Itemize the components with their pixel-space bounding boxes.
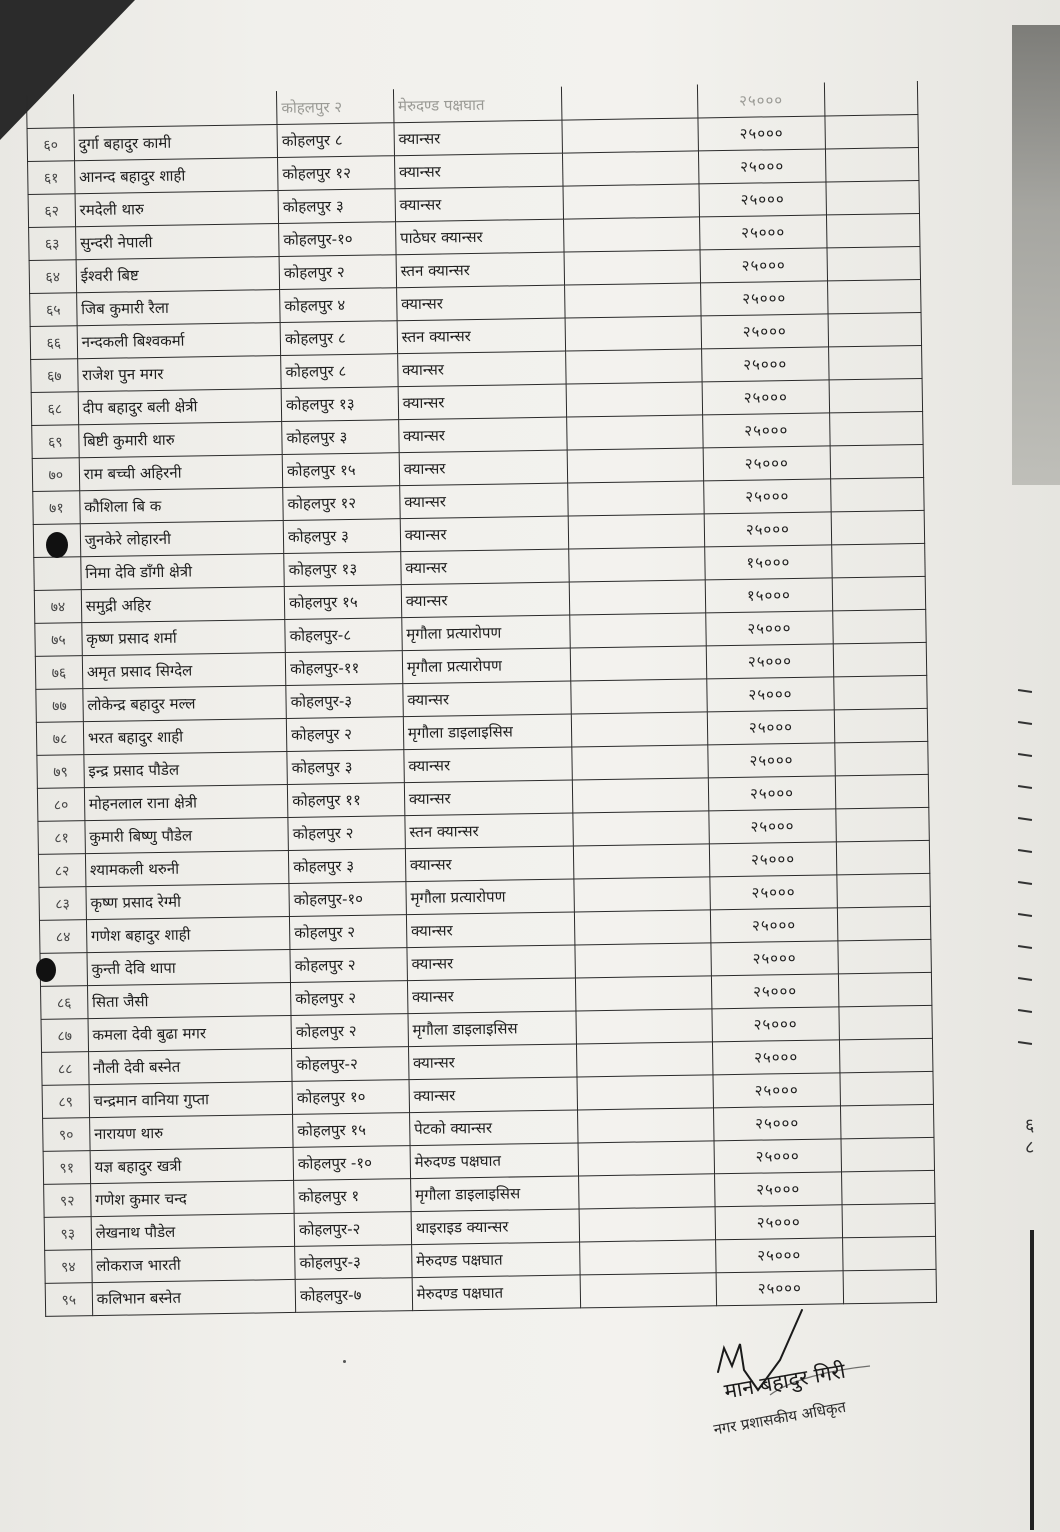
disease-cell: क्यान्सर xyxy=(401,582,570,618)
amount-cell: २५००० xyxy=(704,479,831,514)
address-cell: कोहलपुर-२ xyxy=(292,1047,409,1082)
serial-number-cell: ६५ xyxy=(30,293,77,327)
remarks-cell xyxy=(842,1203,936,1237)
serial-number-cell: ८८ xyxy=(42,1052,89,1086)
blank-cell xyxy=(575,910,711,945)
name-cell: जिब कुमारी रैला xyxy=(76,290,280,326)
blank-cell xyxy=(574,844,710,879)
name-cell: कुमारी बिष्णु पौडेल xyxy=(85,817,289,853)
name-cell: राम बच्ची अहिरनी xyxy=(79,455,283,491)
remarks-cell xyxy=(840,1104,934,1138)
name-cell: इन्द्र प्रसाद पौडेल xyxy=(84,751,288,787)
serial-number-cell: ६६ xyxy=(30,326,77,360)
remarks-cell xyxy=(836,840,930,874)
disease-cell: क्यान्सर xyxy=(396,285,565,321)
disease-cell: मृगौला डाइलाइसिस xyxy=(410,1176,579,1212)
blank-cell xyxy=(575,943,711,978)
amount-cell: २५००० xyxy=(716,1238,843,1273)
remarks-cell xyxy=(829,411,923,445)
disease-cell: क्यान्सर xyxy=(400,483,569,519)
disease-cell: मृगौला प्रत्यारोपण xyxy=(402,615,571,651)
serial-number-cell: ८६ xyxy=(41,986,88,1020)
amount-cell: २५००० xyxy=(699,182,826,217)
ink-dot xyxy=(343,1360,346,1363)
disease-cell: स्तन क्यान्सर xyxy=(396,252,565,288)
address-cell: कोहलपुर १५ xyxy=(282,453,399,488)
name-cell: राजेश पुन मगर xyxy=(77,356,281,392)
name-cell: गणेश बहादुर शाही xyxy=(86,916,290,952)
remarks-cell xyxy=(839,1005,933,1039)
address-cell: कोहलपुर १० xyxy=(292,1080,409,1115)
blank-cell xyxy=(578,1141,714,1176)
name-cell: नन्दकली बिश्वकर्मा xyxy=(77,323,281,359)
margin-tick-marks xyxy=(1018,690,1038,1050)
address-cell: कोहलपुर ८ xyxy=(277,123,394,158)
disease-cell: थाइराइड क्यान्सर xyxy=(411,1209,580,1245)
blank-cell xyxy=(577,1042,713,1077)
blank-cell xyxy=(570,580,706,615)
remarks-cell xyxy=(842,1236,936,1270)
disease-cell: मृगौला प्रत्यारोपण xyxy=(406,879,575,915)
serial-number-cell: ७१ xyxy=(33,491,80,525)
amount-cell: १५००० xyxy=(705,578,832,613)
serial-number-cell: ८१ xyxy=(38,821,85,855)
remarks-cell xyxy=(826,213,920,247)
disease-cell: क्यान्सर xyxy=(394,153,563,189)
serial-number-cell: ८२ xyxy=(38,854,85,888)
disease-cell: क्यान्सर xyxy=(401,549,570,585)
name-cell: जुनकेरे लोहारनी xyxy=(80,521,284,557)
disease-cell: मृगौला डाइलाइसिस xyxy=(403,714,572,750)
serial-number-cell: ७९ xyxy=(37,755,84,789)
address-cell: कोहलपुर-३ xyxy=(286,684,403,719)
amount-cell: २५००० xyxy=(712,1007,839,1042)
blank-cell xyxy=(579,1207,715,1242)
amount-cell: २५००० xyxy=(701,314,828,349)
amount-cell: २५००० xyxy=(710,875,837,910)
address-cell: कोहलपुर -१० xyxy=(293,1146,410,1181)
margin-note-line: ६ xyxy=(1025,1115,1035,1136)
address-cell: कोहलपुर ११ xyxy=(287,783,404,818)
remarks-cell xyxy=(838,939,932,973)
name-cell: नौली देवी बस्नेत xyxy=(88,1048,292,1084)
serial-number-cell: ७८ xyxy=(36,722,83,756)
address-cell: कोहलपुर २ xyxy=(291,981,408,1016)
address-cell: कोहलपुर-३ xyxy=(295,1245,412,1280)
address-cell: कोहलपुर २ xyxy=(290,915,407,950)
blank-cell xyxy=(574,877,710,912)
address-cell: कोहलपुर २ xyxy=(290,948,407,983)
name-cell: दीप बहादुर बली क्षेत्री xyxy=(78,389,282,425)
name-cell: दुर्गा बहादुर कामी xyxy=(74,125,278,161)
serial-number-cell: ६४ xyxy=(29,260,76,294)
disease-cell: क्यान्सर xyxy=(407,978,576,1014)
serial-number-cell xyxy=(34,557,81,591)
blank-cell xyxy=(565,283,701,318)
name-cell xyxy=(73,92,277,128)
name-cell: गणेश कुमार चन्द xyxy=(90,1180,294,1216)
remarks-cell xyxy=(832,609,926,643)
blank-cell xyxy=(571,646,707,681)
amount-cell: २५००० xyxy=(711,908,838,943)
remarks-cell xyxy=(835,774,929,808)
remarks-cell xyxy=(831,510,925,544)
blank-cell xyxy=(578,1108,714,1143)
signatory-title: नगर प्रशासकीय अधिकृत xyxy=(712,1397,848,1439)
blank-cell xyxy=(566,349,702,384)
address-cell: कोहलपुर-८ xyxy=(285,618,402,653)
serial-number-cell: ८४ xyxy=(39,920,86,954)
serial-number-cell: ९० xyxy=(43,1118,90,1152)
serial-number-cell: ७५ xyxy=(35,623,82,657)
name-cell: सुन्दरी नेपाली xyxy=(75,224,279,260)
amount-cell: २५००० xyxy=(713,1040,840,1075)
blank-cell xyxy=(576,1009,712,1044)
address-cell: कोहलपुर ४ xyxy=(280,288,397,323)
name-cell: रमदेली थारु xyxy=(75,191,279,227)
disease-cell: क्यान्सर xyxy=(397,351,566,387)
blank-cell xyxy=(563,151,699,186)
disease-cell: स्तन क्यान्सर xyxy=(397,318,566,354)
amount-cell: २५००० xyxy=(707,677,834,712)
blank-cell xyxy=(564,250,700,285)
remarks-cell xyxy=(828,345,922,379)
blank-cell xyxy=(563,184,699,219)
disease-cell: पाठेघर क्यान्सर xyxy=(395,219,564,255)
punch-hole xyxy=(36,958,56,982)
serial-number-cell: ९२ xyxy=(44,1184,91,1218)
address-cell: कोहलपुर १३ xyxy=(284,552,401,587)
page-edge-shadow xyxy=(1012,25,1060,485)
name-cell: यज्ञ बहादुर खत्री xyxy=(90,1147,294,1183)
amount-cell: २५००० xyxy=(701,281,828,316)
blank-cell xyxy=(565,316,701,351)
beneficiary-table xyxy=(26,81,937,1317)
serial-number-cell: ८९ xyxy=(42,1085,89,1119)
blank-cell xyxy=(576,976,712,1011)
serial-number-cell: ८० xyxy=(37,788,84,822)
amount-cell: २५००० xyxy=(711,941,838,976)
name-cell: कुन्ती देवि थापा xyxy=(87,949,291,985)
disease-cell: क्यान्सर xyxy=(398,384,567,420)
remarks-cell xyxy=(829,378,923,412)
amount-cell: २५००० xyxy=(704,512,831,547)
address-cell: कोहलपुर-१० xyxy=(289,882,406,917)
name-cell: कृष्ण प्रसाद शर्मा xyxy=(82,619,286,655)
serial-number-cell: ६९ xyxy=(32,425,79,459)
disease-cell: क्यान्सर xyxy=(404,747,573,783)
remarks-cell xyxy=(826,180,920,214)
amount-cell: २५००० xyxy=(703,446,830,481)
serial-number-cell: ६२ xyxy=(28,194,75,228)
name-cell: समुद्री अहिर xyxy=(81,587,285,623)
serial-number-cell: ७७ xyxy=(36,689,83,723)
remarks-cell xyxy=(825,114,919,148)
amount-cell: २५००० xyxy=(708,743,835,778)
table-body xyxy=(27,81,937,1316)
name-cell: लेखनाथ पौडेल xyxy=(91,1213,295,1249)
name-cell: कमला देवी बुढा मगर xyxy=(88,1015,292,1051)
address-cell: कोहलपुर १२ xyxy=(278,156,395,191)
name-cell: भरत बहादुर शाही xyxy=(83,718,287,754)
remarks-cell xyxy=(830,477,924,511)
name-cell: लोकराज भारती xyxy=(91,1246,295,1282)
remarks-cell xyxy=(830,444,924,478)
serial-number-cell: ९४ xyxy=(45,1250,92,1284)
blank-cell xyxy=(573,778,709,813)
amount-cell: २५००० xyxy=(702,347,829,382)
remarks-cell xyxy=(833,675,927,709)
remarks-cell xyxy=(837,873,931,907)
amount-cell: २५००० xyxy=(712,974,839,1009)
remarks-cell xyxy=(824,81,918,115)
amount-cell: २५००० xyxy=(700,248,827,283)
blank-cell xyxy=(568,448,704,483)
blank-cell xyxy=(579,1174,715,1209)
page-edge-line xyxy=(1030,1230,1034,1530)
remarks-cell xyxy=(840,1071,934,1105)
name-cell: लोकेन्द्र बहादुर मल्ल xyxy=(83,685,287,721)
name-cell: नारायण थारु xyxy=(89,1114,293,1150)
blank-cell xyxy=(569,547,705,582)
blank-cell xyxy=(577,1075,713,1110)
address-cell: कोहलपुर १ xyxy=(294,1179,411,1214)
name-cell: श्यामकली थरुनी xyxy=(85,850,289,886)
address-cell: कोहलपुर ३ xyxy=(283,519,400,554)
serial-number-cell: ८७ xyxy=(41,1019,88,1053)
remarks-cell xyxy=(837,906,931,940)
serial-number-cell: ९५ xyxy=(45,1283,92,1317)
amount-cell: २५००० xyxy=(709,809,836,844)
address-cell: कोहलपुर २ xyxy=(291,1014,408,1049)
amount-cell: १५००० xyxy=(705,545,832,580)
disease-cell: क्यान्सर xyxy=(394,120,563,156)
name-cell: कृष्ण प्रसाद रेग्मी xyxy=(86,883,290,919)
remarks-cell xyxy=(831,543,925,577)
disease-cell: मृगौला डाइलाइसिस xyxy=(408,1011,577,1047)
serial-number-cell: ७४ xyxy=(34,590,81,624)
serial-number-cell: ६१ xyxy=(28,161,75,195)
amount-cell: २५००० xyxy=(698,83,825,118)
address-cell: कोहलपुर १५ xyxy=(293,1113,410,1148)
remarks-cell xyxy=(834,741,928,775)
remarks-cell xyxy=(827,246,921,280)
disease-cell: क्यान्सर xyxy=(398,417,567,453)
address-cell: कोहलपुर ८ xyxy=(281,354,398,389)
blank-cell xyxy=(580,1240,716,1275)
serial-number-cell: ७६ xyxy=(35,656,82,690)
amount-cell: २५००० xyxy=(713,1073,840,1108)
address-cell: कोहलपुर-१० xyxy=(279,222,396,257)
serial-number-cell: ६८ xyxy=(31,392,78,426)
name-cell: बिष्टी कुमारी थारु xyxy=(78,422,282,458)
amount-cell: २५००० xyxy=(715,1205,842,1240)
name-cell: मोहनलाल राना क्षेत्री xyxy=(84,784,288,820)
disease-cell: क्यान्सर xyxy=(403,681,572,717)
address-cell: कोहलपुर-११ xyxy=(285,651,402,686)
amount-cell: २५००० xyxy=(706,611,833,646)
margin-note-line: ८ xyxy=(1025,1137,1035,1158)
blank-cell xyxy=(566,382,702,417)
address-cell: कोहलपुर-२ xyxy=(294,1212,411,1247)
amount-cell: २५००० xyxy=(709,776,836,811)
disease-cell: क्यान्सर xyxy=(409,1077,578,1113)
address-cell: कोहलपुर ८ xyxy=(280,321,397,356)
blank-cell xyxy=(572,712,708,747)
margin-note xyxy=(1025,1115,1034,1159)
disease-cell: मेरुदण्ड पक्षघात xyxy=(412,1275,581,1311)
amount-cell: २५००० xyxy=(714,1106,841,1141)
signatory-name: मान बहादुर गिरी xyxy=(722,1358,848,1404)
remarks-cell xyxy=(838,972,932,1006)
blank-cell xyxy=(580,1273,716,1308)
remarks-cell xyxy=(841,1170,935,1204)
amount-cell: २५००० xyxy=(702,380,829,415)
serial-number-cell: ६७ xyxy=(31,359,78,393)
name-cell: ईश्वरी बिष्ट xyxy=(76,257,280,293)
serial-number-cell: ६० xyxy=(27,128,74,162)
remarks-cell xyxy=(841,1137,935,1171)
name-cell: चन्द्रमान वानिया गुप्ता xyxy=(89,1081,293,1117)
amount-cell: २५००० xyxy=(716,1271,843,1306)
remarks-cell xyxy=(834,708,928,742)
disease-cell: क्यान्सर xyxy=(395,186,564,222)
disease-cell: क्यान्सर xyxy=(400,516,569,552)
blank-cell xyxy=(571,679,707,714)
blank-cell xyxy=(562,118,698,153)
remarks-cell xyxy=(828,312,922,346)
amount-cell: २५००० xyxy=(699,149,826,184)
address-cell: कोहलपुर १५ xyxy=(284,585,401,620)
blank-cell xyxy=(568,481,704,516)
address-cell: कोहलपुर ३ xyxy=(278,189,395,224)
punch-hole xyxy=(46,532,68,558)
address-cell: कोहलपुर-७ xyxy=(295,1278,412,1313)
address-cell: कोहलपुर १२ xyxy=(283,486,400,521)
disease-cell: मेरुदण्ड पक्षघात xyxy=(393,87,562,123)
address-cell: कोहलपुर ३ xyxy=(289,849,406,884)
disease-cell: क्यान्सर xyxy=(405,846,574,882)
name-cell: आनन्द बहादुर शाही xyxy=(74,158,278,194)
address-cell: कोहलपुर ३ xyxy=(287,750,404,785)
disease-cell: मेरुदण्ड पक्षघात xyxy=(410,1143,579,1179)
disease-cell: मेरुदण्ड पक्षघात xyxy=(411,1242,580,1278)
blank-cell xyxy=(573,811,709,846)
disease-cell: पेटको क्यान्सर xyxy=(409,1110,578,1146)
disease-cell: स्तन क्यान्सर xyxy=(405,813,574,849)
blank-cell xyxy=(570,613,706,648)
blank-cell xyxy=(564,217,700,252)
amount-cell: २५००० xyxy=(708,710,835,745)
amount-cell: २५००० xyxy=(698,116,825,151)
address-cell: कोहलपुर २ xyxy=(277,90,394,125)
serial-number-cell: ९३ xyxy=(44,1217,91,1251)
remarks-cell xyxy=(825,147,919,181)
amount-cell: २५००० xyxy=(707,644,834,679)
address-cell: कोहलपुर २ xyxy=(288,816,405,851)
blank-cell xyxy=(562,85,698,120)
amount-cell: २५००० xyxy=(703,413,830,448)
address-cell: कोहलपुर २ xyxy=(279,255,396,290)
amount-cell: २५००० xyxy=(700,215,827,250)
name-cell: निमा देवि डाँगी क्षेत्री xyxy=(81,554,285,590)
remarks-cell xyxy=(833,642,927,676)
disease-cell: मृगौला प्रत्यारोपण xyxy=(402,648,571,684)
name-cell: अमृत प्रसाद सिग्देल xyxy=(82,652,286,688)
amount-cell: २५००० xyxy=(710,842,837,877)
remarks-cell xyxy=(843,1269,937,1303)
disease-cell: क्यान्सर xyxy=(404,780,573,816)
remarks-cell xyxy=(839,1038,933,1072)
name-cell: सिता जैसी xyxy=(87,982,291,1018)
remarks-cell xyxy=(827,279,921,313)
blank-cell xyxy=(572,745,708,780)
disease-cell: क्यान्सर xyxy=(407,945,576,981)
remarks-cell xyxy=(835,807,929,841)
disease-cell: क्यान्सर xyxy=(408,1044,577,1080)
remarks-cell xyxy=(832,576,926,610)
name-cell: कौशिला बि क xyxy=(80,488,284,524)
blank-cell xyxy=(567,415,703,450)
address-cell: कोहलपुर १३ xyxy=(281,387,398,422)
blank-cell xyxy=(569,514,705,549)
serial-number-cell: ९१ xyxy=(43,1151,90,1185)
address-cell: कोहलपुर २ xyxy=(286,717,403,752)
address-cell: कोहलपुर ३ xyxy=(282,420,399,455)
serial-number-cell: ६३ xyxy=(29,227,76,261)
serial-number-cell: ७० xyxy=(32,458,79,492)
serial-number-cell xyxy=(27,95,74,129)
amount-cell: २५००० xyxy=(715,1172,842,1207)
disease-cell: क्यान्सर xyxy=(399,450,568,486)
name-cell: कलिभान बस्नेत xyxy=(92,1279,296,1315)
amount-cell: २५००० xyxy=(714,1139,841,1174)
serial-number-cell: ८३ xyxy=(39,887,86,921)
disease-cell: क्यान्सर xyxy=(406,912,575,948)
